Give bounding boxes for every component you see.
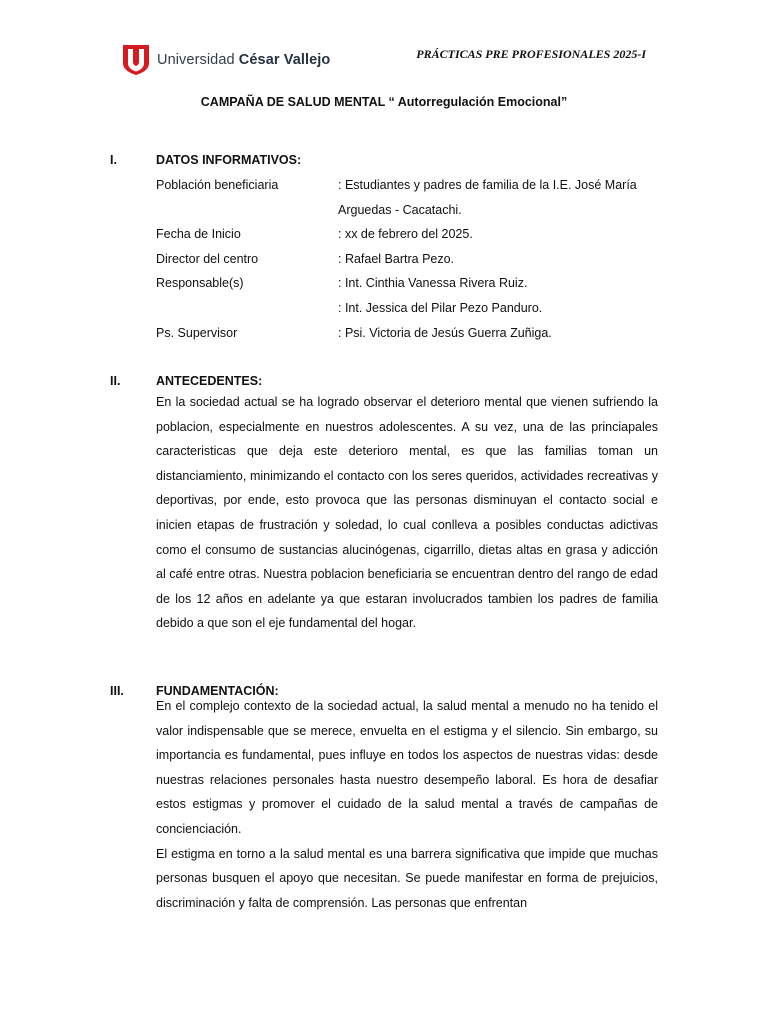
info-label: Director del centro	[156, 251, 259, 266]
ucv-shield-icon	[122, 44, 150, 76]
section-number: II.	[110, 374, 121, 388]
info-row	[156, 173, 658, 222]
info-row	[156, 247, 658, 272]
info-row	[156, 321, 658, 346]
info-label: Ps. Supervisor	[156, 325, 238, 340]
info-label	[156, 296, 338, 321]
info-label: Fecha de Inicio	[156, 227, 241, 242]
page-header	[122, 44, 652, 80]
info-table	[156, 173, 658, 345]
info-value: : Int. Cinthia Vanessa Rivera Ruiz.	[338, 276, 528, 291]
info-value: : xx de febrero del 2025.	[338, 227, 473, 242]
university-name: Universidad César Vallejo	[157, 52, 331, 68]
info-row	[156, 222, 658, 247]
info-label: Población beneficiaria	[156, 178, 279, 192]
section-number: III.	[110, 684, 124, 698]
section-heading: DATOS INFORMATIVOS:	[156, 153, 302, 167]
practicas-label: PRÁCTICAS PRE PROFESIONALES 2025-I	[416, 47, 646, 61]
info-value: : Estudiantes y padres de familia de la I.E. José María Arguedas - Cacatachi.	[338, 178, 637, 217]
university-logo	[122, 44, 330, 76]
section-heading: ANTECEDENTES:	[156, 374, 263, 388]
info-label: Responsable(s)	[156, 276, 244, 291]
info-value: : Psi. Victoria de Jesús Guerra Zuñiga.	[338, 325, 552, 340]
info-row	[156, 296, 658, 321]
info-value: : Rafael Bartra Pezo.	[338, 251, 455, 266]
section-number: I.	[110, 153, 117, 167]
fundamentacion-paragraph-2: El estigma en torno a la salud mental es una barrera significativa que impide que muchas personas busquen el apoyo que necesitan. Se puede manifestar en forma de prejuicios, discriminación y falta de comprensión. Las personas que enfrentan	[156, 846, 658, 910]
info-row	[156, 271, 658, 296]
section-heading: FUNDAMENTACIÓN:	[156, 684, 279, 698]
fundamentacion-paragraph-1: En el complejo contexto de la sociedad actual, la salud mental a menudo no ha tenido el valor indispensable que se merece, envuelta en el estigma y el silencio. Sin embargo, su importancia es fundamental, pues influye en todos los aspectos de nuestras vidas: desde nuestras relaciones personales hasta nuestro desempeño laboral. Es hora de desafiar estos estigmas y promover el cuidado de la salud mental a través de campañas de concienciación.	[156, 699, 658, 836]
document-title: CAMPAÑA DE SALUD MENTAL “ Autorregulación Emocional”	[200, 95, 568, 109]
section-antecedentes	[110, 372, 658, 636]
section-datos-informativos	[110, 151, 658, 345]
antecedentes-paragraph: En la sociedad actual se ha logrado observar el deterioro mental que vienen sufriendo la poblacion, especialmente en nuestros adolescentes. A su vez, una de las princiapales caracteristicas que deja este deterioro mental, es que las familias toman un distanciamiento, minimizando el contacto con los seres queridos, actividades recreativas y deportivas, por ende, esto provoca que las personas disminuyan el contacto social e inicien etapas de frustración y soledad, lo cual conlleva a posibles conductas adictivas como el consumo de sustancias alucinógenas, cigarrillo, dietas altas en grasa y adicción al café entre otras. Nuestra poblacion beneficiaria se encuentran dentro del rango de edad de los 12 años en adelante ya que estaran involucrados tambien los padres de familia debido a que son el eje fundamental del hogar.	[156, 395, 658, 631]
section-fundamentacion	[110, 682, 658, 915]
info-value: : Int. Jessica del Pilar Pezo Panduro.	[338, 300, 543, 315]
